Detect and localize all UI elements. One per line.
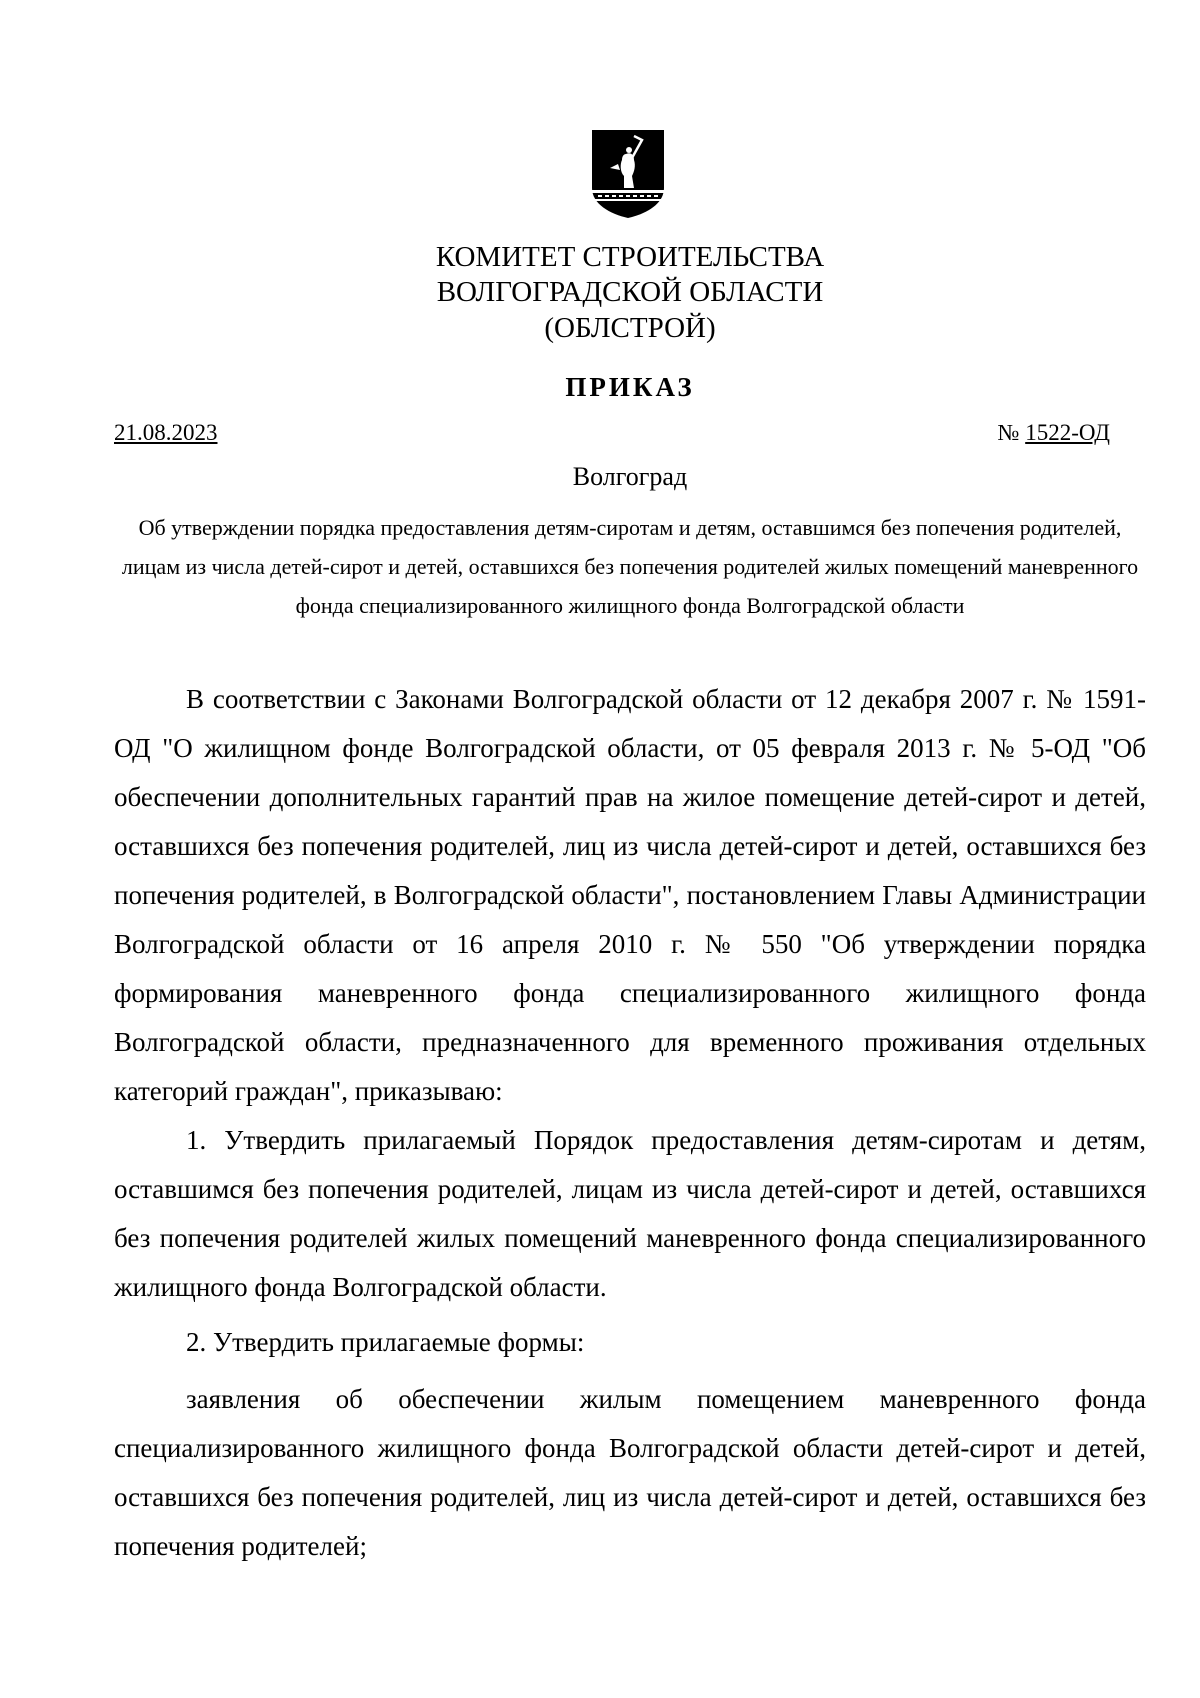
order-date: 21.08.2023: [114, 420, 218, 445]
city-name: Волгоград: [572, 462, 688, 491]
order-number-prefix: №: [997, 420, 1020, 445]
order-body: [114, 675, 1146, 1577]
org-abbreviation: (ОБЛСТРОЙ): [544, 312, 716, 344]
body-paragraph: 2. Утвердить прилагаемые формы:: [186, 1327, 585, 1357]
body-paragraph: заявления об обеспечении жилым помещением маневренного фонда специализированного жилищного фонда Волгоградской области детей-сирот и детей, оставшихся без попечения родителей, лиц из числа детей-сирот и детей, оставшихся без попечения родителей;: [114, 1384, 1146, 1561]
order-number-value: 1522-ОД: [1025, 420, 1110, 445]
org-name-line-1: КОМИТЕТ СТРОИТЕЛЬСТВА: [435, 241, 825, 273]
document-type-title: ПРИКАЗ: [565, 372, 695, 402]
org-name-line-2: ВОЛГОГРАДСКОЙ ОБЛАСТИ: [436, 276, 824, 308]
body-paragraph: В соответствии с Законами Волгоградской области от 12 декабря 2007 г. № 1591-ОД "О жилищном фонде Волгоградской области, от 05 февраля 2013 г. № 5-ОД "Об обеспечении дополнительных гарантий прав на жилое помещение детей-сирот и детей, оставшихся без попечения родителей, лиц из числа детей-сирот и детей, оставшихся без попечения родителей, в Волгоградской области", постановлением Главы Администрации Волгоградской области от 16 апреля 2010 г. № 550 "Об утверждении порядка формирования маневренного фонда специализированного жилищного фонда Волгоградской области, предназначенного для временного проживания отдельных категорий граждан", приказываю:: [114, 684, 1146, 1106]
volgograd-coat-of-arms-icon: [590, 128, 666, 220]
order-subject: Об утверждении порядка предоставления детям-сиротам и детям, оставшимся без попечения родителей, лицам из числа детей-сирот и детей, оставшихся без попечения родителей жилых помещений маневренного фонда специализированного жилищного фонда Волгоградской области: [121, 515, 1139, 618]
body-paragraph: 1. Утвердить прилагаемый Порядок предоставления детям-сиротам и детям, оставшимся без попечения родителей, лицам из числа детей-сирот и детей, оставшихся без попечения родителей жилых помещений маневренного фонда специализированного жилищного фонда Волгоградской области.: [114, 1125, 1146, 1302]
order-number: [997, 420, 1110, 446]
